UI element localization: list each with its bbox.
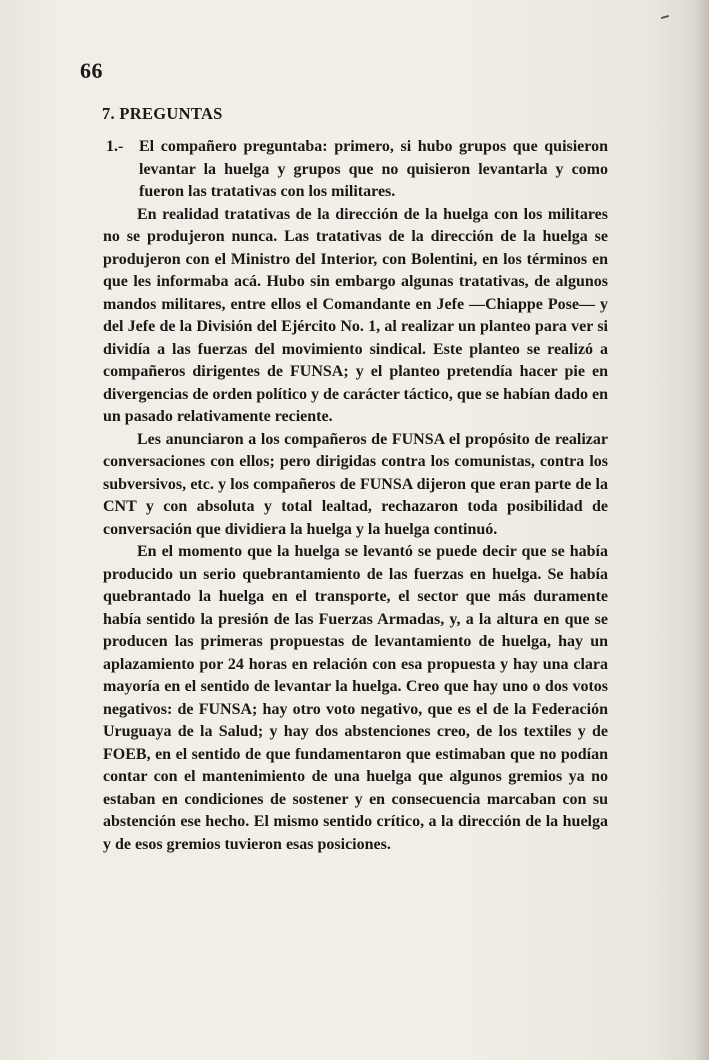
corner-mark — [661, 15, 669, 19]
page-edge-shadow — [695, 0, 709, 1060]
body-text — [103, 136, 608, 856]
page-number: 66 — [80, 58, 103, 83]
question-text: El compañero preguntaba: primero, si hubo grupos que quisieron levantar la huelga y grupos que no quisieron levantarla y como fueron las tratativas con los militares. — [139, 138, 608, 200]
paragraph: En realidad tratativas de la dirección de la huelga con los militares no se produjeron nunca. Las tratativas de la dirección de la huelga se produjeron con el Ministro del Interior, con Bolentini, en los términos en que les informaba acá. Hubo sin embargo algunas tratativas, de algunos mandos militares, entre ellos el Comandante en Jefe —Chiappe Pose— y del Jefe de la División del Ejército No. 1, al realizar un planteo para ver si dividía a las fuerzas del movimiento sindical. Este planteo se realizó a compañeros dirigentes de FUNSA; y el planteo pretendía hacer pie en divergencias de orden político y de carácter táctico, que se habían dado en un pasado relativamente reciente. — [103, 205, 608, 425]
question-number: 1.- — [106, 138, 124, 155]
paragraph: En el momento que la huelga se levantó se puede decir que se había producido un serio quebrantamiento de las fuerzas en huelga. Se había quebrantado la huelga en el transporte, el sector que más duramente había sentido la presión de las Fuerzas Armadas, y, a la altura en que se producen las primeras propuestas de levantamiento de huelga, hay un aplazamiento por 24 horas en relación con esa propuesta y hay una clara mayoría en el sentido de levantar la huelga. Creo que hay uno o dos votos negativos: de FUNSA; hay otro voto negativo, que es el de la Federación Uruguaya de la Salud; y hay dos abstenciones creo, de los textiles y de FOEB, en el sentido de que fundamentaron que estimaban que no podían contar con el mantenimiento de una huelga que algunos gremios ya no estaban en condiciones de sostener y en consecuencia marcaban con su abstención ese hecho. El mismo sentido crítico, a la dirección de la huelga y de esos gremios tuvieron esas posiciones. — [103, 543, 608, 853]
section-heading: 7. PREGUNTAS — [102, 104, 223, 123]
question-item — [103, 136, 608, 204]
paragraph: Les anunciaron a los compañeros de FUNSA el propósito de realizar conversaciones con ellos; pero dirigidas contra los comunistas, contra los subversivos, etc. y los compañeros de FUNSA dijeron que eran parte de la CNT y con absoluta y total lealtad, rechazaron toda posibilidad de conversación que dividiera la huelga y la huelga continuó. — [103, 430, 608, 538]
